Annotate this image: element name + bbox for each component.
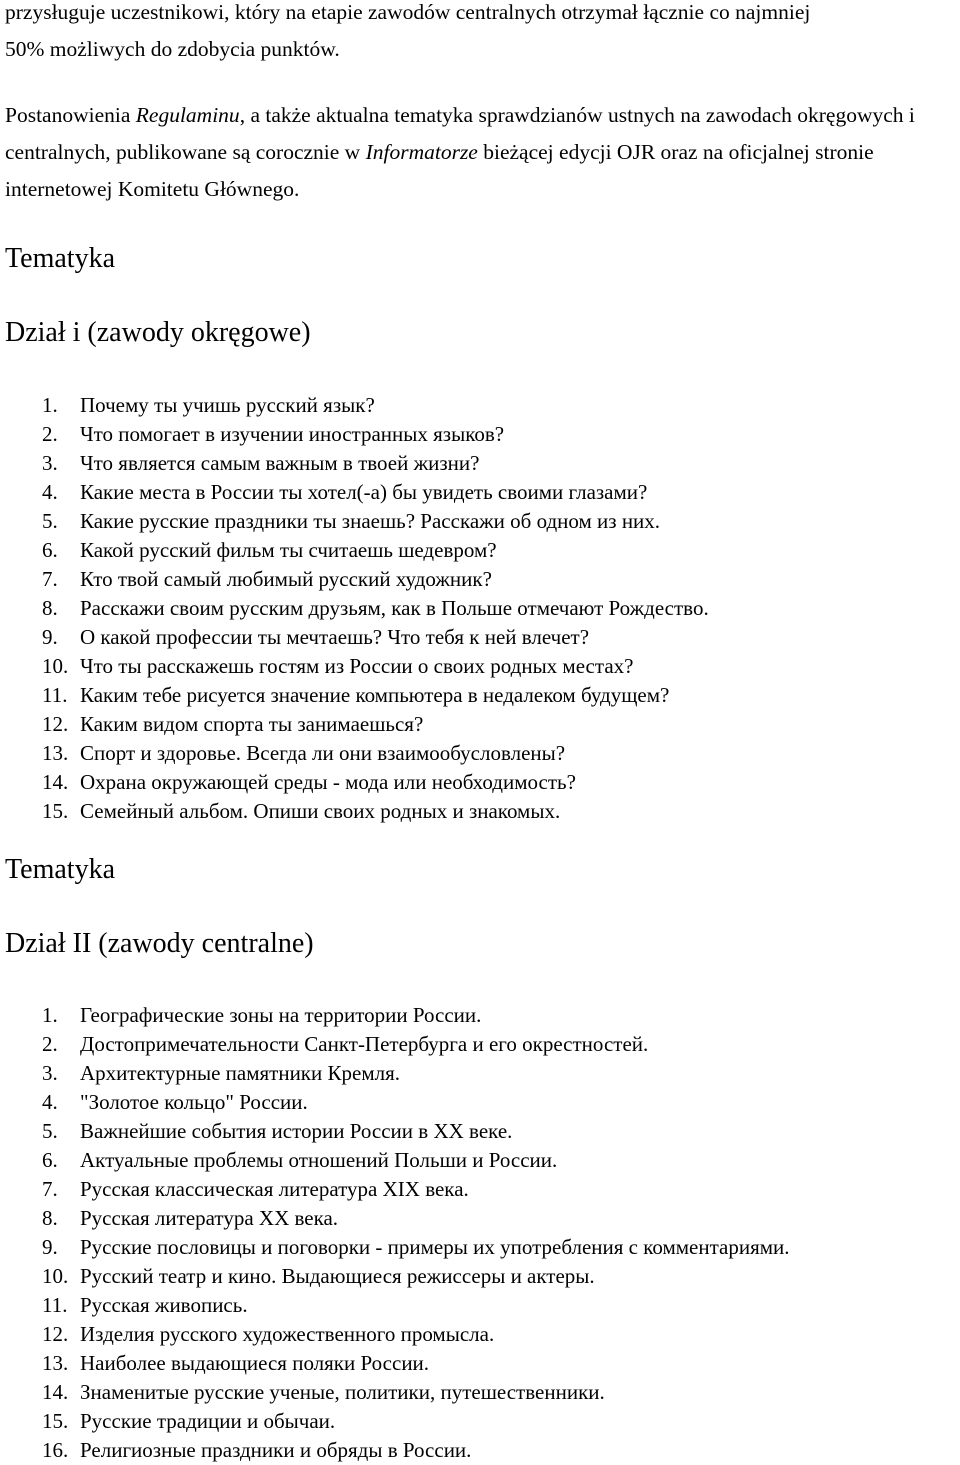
list-item-text: Какой русский фильм ты считаешь шедевром? xyxy=(80,538,497,562)
list-item-number: 11. xyxy=(42,1293,68,1317)
list-item-number: 3. xyxy=(42,1061,58,1085)
list-item-number: 16. xyxy=(42,1438,69,1462)
list-item-text: Русский театр и кино. Выдающиеся режиссеры и актеры. xyxy=(80,1264,595,1288)
list-item-text: Что ты расскажешь гостям из России о своих родных местах? xyxy=(80,654,634,678)
list-item-number: 7. xyxy=(42,567,58,591)
section2-topic-list xyxy=(5,1001,957,1465)
list-item-text: Изделия русского художественного промысла. xyxy=(80,1322,495,1346)
list-item-text: Почему ты учишь русский язык? xyxy=(80,393,375,417)
intro-p2-informator: Informatorze xyxy=(365,140,478,164)
list-item-text: Русская литература XX века. xyxy=(80,1206,339,1230)
list-item xyxy=(5,681,957,710)
list-item-text: Кто твой самый любимый русский художник? xyxy=(80,567,492,591)
list-item-text: Спорт и здоровье. Всегда ли они взаимообусловлены? xyxy=(80,741,566,765)
list-item-number: 12. xyxy=(42,712,69,736)
list-item-number: 9. xyxy=(42,1235,58,1259)
intro-paragraph-2 xyxy=(5,97,955,208)
list-item-number: 1. xyxy=(42,1003,58,1027)
list-item-number: 7. xyxy=(42,1177,58,1201)
list-item-text: Русские традиции и обычаи. xyxy=(80,1409,336,1433)
list-item-number: 15. xyxy=(42,1409,69,1433)
list-item xyxy=(5,797,957,826)
list-item xyxy=(5,1117,957,1146)
list-item xyxy=(5,1059,957,1088)
list-item-text: Актуальные проблемы отношений Польши и России. xyxy=(80,1148,558,1172)
list-item xyxy=(5,449,957,478)
list-item xyxy=(5,1320,957,1349)
list-item xyxy=(5,768,957,797)
list-item-number: 11. xyxy=(42,683,68,707)
section1-title: Dział i (zawody okręgowe) xyxy=(5,317,311,348)
list-item xyxy=(5,623,957,652)
list-item-text: Русские пословицы и поговорки - примеры их употребления с комментариями. xyxy=(80,1235,790,1259)
list-item xyxy=(5,1233,957,1262)
list-item xyxy=(5,1175,957,1204)
list-item xyxy=(5,565,957,594)
list-item-text: О какой профессии ты мечтаешь? Что тебя к ней влечет? xyxy=(80,625,590,649)
list-item-number: 4. xyxy=(42,480,58,504)
list-item xyxy=(5,710,957,739)
list-item-text: Географические зоны на территории России. xyxy=(80,1003,482,1027)
list-item xyxy=(5,507,957,536)
list-item xyxy=(5,652,957,681)
list-item-number: 5. xyxy=(42,509,58,533)
list-item xyxy=(5,1378,957,1407)
list-item-number: 3. xyxy=(42,451,58,475)
intro-p1-line2: 50% możliwych do zdobycia punktów. xyxy=(5,37,340,61)
list-item-text: Каким видом спорта ты занимаешься? xyxy=(80,712,424,736)
list-item-text: Что является самым важным в твоей жизни? xyxy=(80,451,480,475)
intro-p2-text-c: , a także aktualna tematyka sprawdzianów ustnych na zawodach okręgowych i centralnych, publikowane są corocznie w xyxy=(5,103,915,164)
list-item-text: Что помогает в изучении иностранных языков? xyxy=(80,422,505,446)
intro-paragraph-1 xyxy=(5,0,957,68)
list-item-text: Русская живопись. xyxy=(80,1293,248,1317)
list-item xyxy=(5,1030,957,1059)
list-item xyxy=(5,1088,957,1117)
list-item-number: 4. xyxy=(42,1090,58,1114)
list-item xyxy=(5,478,957,507)
list-item-number: 8. xyxy=(42,596,58,620)
section2-title: Dział II (zawody centralne) xyxy=(5,928,314,959)
list-item-number: 9. xyxy=(42,625,58,649)
list-item xyxy=(5,1349,957,1378)
list-item-number: 14. xyxy=(42,1380,69,1404)
list-item-text: Важнейшие события истории России в XX веке. xyxy=(80,1119,513,1143)
list-item-number: 14. xyxy=(42,770,69,794)
list-item-number: 13. xyxy=(42,741,69,765)
list-item-text: Расскажи своим русским друзьям, как в Польше отмечают Рождество. xyxy=(80,596,709,620)
list-item xyxy=(5,1001,957,1030)
list-item xyxy=(5,420,957,449)
list-item-number: 6. xyxy=(42,1148,58,1172)
list-item-text: Архитектурные памятники Кремля. xyxy=(80,1061,401,1085)
list-item xyxy=(5,391,957,420)
list-item-text: Семейный альбом. Опиши своих родных и знакомых. xyxy=(80,799,561,823)
list-item xyxy=(5,594,957,623)
list-item-number: 2. xyxy=(42,1032,58,1056)
list-item-text: Каким тебе рисуется значение компьютера в недалеком будущем? xyxy=(80,683,670,707)
list-item-number: 10. xyxy=(42,654,69,678)
list-item-number: 10. xyxy=(42,1264,69,1288)
section1-tematyka-heading: Tematyka xyxy=(5,243,115,274)
list-item-text: Какие русские праздники ты знаешь? Расскажи об одном из них. xyxy=(80,509,661,533)
list-item-text: "Золотое кольцо" России. xyxy=(80,1090,308,1114)
list-item-text: Религиозные праздники и обряды в России. xyxy=(80,1438,472,1462)
section1-topic-list xyxy=(5,391,957,826)
list-item-number: 2. xyxy=(42,422,58,446)
list-item xyxy=(5,1407,957,1436)
list-item-number: 13. xyxy=(42,1351,69,1375)
list-item xyxy=(5,739,957,768)
list-item-text: Русская классическая литература XIX века. xyxy=(80,1177,469,1201)
intro-p1-line1: przysługuje uczestnikowi, który na etapie zawodów centralnych otrzymał łącznie co najmniej xyxy=(5,0,811,24)
list-item xyxy=(5,1262,957,1291)
list-item xyxy=(5,536,957,565)
intro-p2-text-a: Postanowienia xyxy=(5,103,136,127)
list-item-text: Наиболее выдающиеся поляки России. xyxy=(80,1351,430,1375)
list-item xyxy=(5,1291,957,1320)
list-item-text: Охрана окружающей среды - мода или необходимость? xyxy=(80,770,576,794)
section2-tematyka-heading: Tematyka xyxy=(5,854,115,885)
list-item xyxy=(5,1146,957,1175)
list-item xyxy=(5,1436,957,1465)
list-item-text: Какие места в России ты хотел(-а) бы увидеть своими глазами? xyxy=(80,480,648,504)
list-item-number: 5. xyxy=(42,1119,58,1143)
list-item-number: 8. xyxy=(42,1206,58,1230)
list-item-number: 15. xyxy=(42,799,69,823)
list-item-text: Достопримечательности Санкт-Петербурга и его окрестностей. xyxy=(80,1032,649,1056)
list-item-number: 12. xyxy=(42,1322,69,1346)
list-item-number: 1. xyxy=(42,393,58,417)
list-item xyxy=(5,1204,957,1233)
list-item-number: 6. xyxy=(42,538,58,562)
intro-p2-regulamin: Regulaminu xyxy=(135,103,240,127)
list-item-text: Знаменитые русские ученые, политики, путешественники. xyxy=(80,1380,605,1404)
intro-p2-text-e: bieżącej edycji OJR oraz na oficjalnej stronie internetowej Komitetu Głównego. xyxy=(5,140,874,201)
